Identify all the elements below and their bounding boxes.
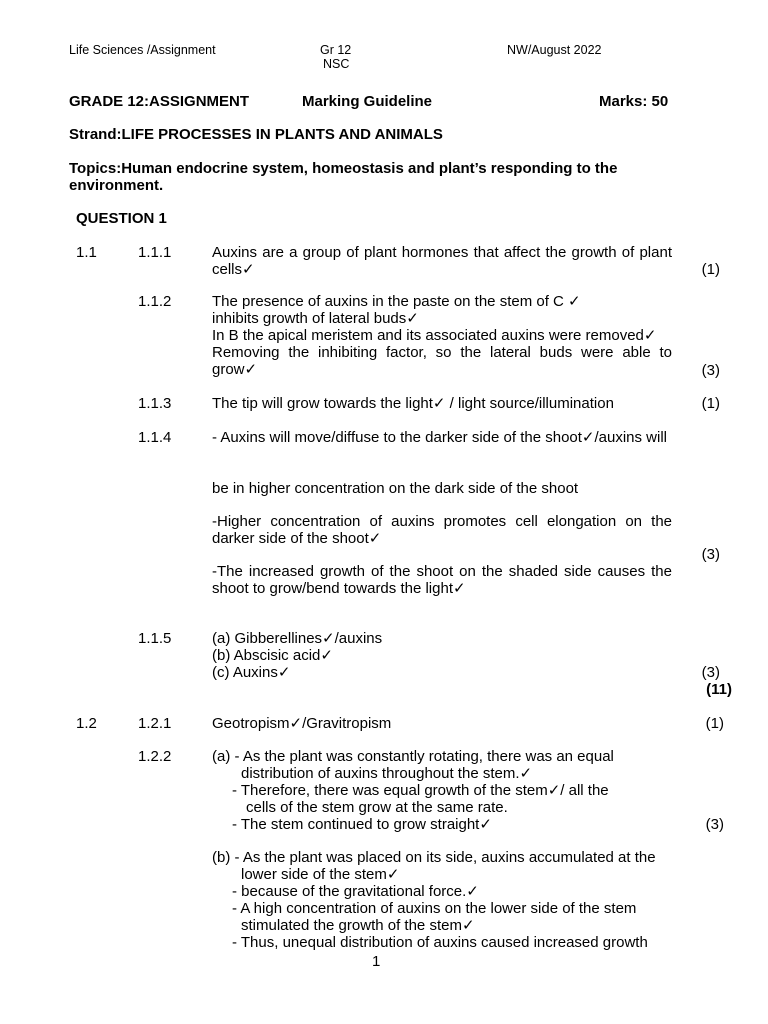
sub-question-number-1-1-5: 1.1.5 [138, 630, 172, 647]
sub-question-number-1-1-3: 1.1.3 [138, 395, 172, 412]
mark-1-1-4: (3) [701, 546, 720, 563]
page-number: 1 [372, 953, 381, 970]
total-1-1: (11) [706, 681, 732, 698]
answer-1-2-2-b [212, 849, 672, 951]
title-guideline: Marking Guideline [302, 93, 433, 110]
answer-1-1-2-line: Removing the inhibiting factor, so the lateral buds were able to grow✓ [212, 344, 672, 378]
answer-1-2-2-b-line: stimulated the growth of the stem✓ [241, 917, 475, 934]
topics-line1: Topics:Human endocrine system, homeostasis and plant’s responding to the [69, 160, 618, 177]
answer-1-1-4-point-4: -The increased growth of the shoot on the shaded side causes the shoot to grow/bend towards the light✓ [212, 563, 672, 597]
answer-1-2-1: Geotropism✓/Gravitropism [212, 715, 392, 732]
answer-1-1-4-point-1: - Auxins will move/diffuse to the darker side of the shoot✓/auxins will [212, 429, 668, 446]
sub-question-number-1-1-1: 1.1.1 [138, 244, 172, 261]
header-nsc: NSC [323, 57, 350, 71]
answer-1-1-2 [212, 293, 672, 378]
answer-1-1-2-line: The presence of auxins in the paste on the stem of C ✓ [212, 293, 581, 310]
answer-1-1-3: The tip will grow towards the light✓ / light source/illumination [212, 395, 614, 412]
strand-heading: Strand:LIFE PROCESSES IN PLANTS AND ANIMALS [69, 126, 443, 143]
answer-1-1-5 [212, 630, 672, 681]
answer-1-2-2-b-line: - A high concentration of auxins on the lower side of the stem [232, 900, 637, 917]
question-number-1-2: 1.2 [76, 715, 97, 732]
answer-1-1-4-point-3: -Higher concentration of auxins promotes cell elongation on the darker side of the shoot✓ [212, 513, 672, 547]
answer-1-2-2-a-line: distribution of auxins throughout the stem.✓ [241, 765, 533, 782]
answer-1-2-2-a-line: - The stem continued to grow straight✓ [232, 816, 492, 833]
mark-1-2-1: (1) [705, 715, 724, 732]
answer-1-2-2-b-line: - Thus, unequal distribution of auxins caused increased growth [232, 934, 648, 951]
sub-question-number-1-1-2: 1.1.2 [138, 293, 172, 310]
header-grade: Gr 12 [320, 43, 352, 57]
mark-1-2-2-a: (3) [705, 816, 724, 833]
header-date: NW/August 2022 [507, 43, 602, 57]
answer-1-2-2-b-line: lower side of the stem✓ [241, 866, 400, 883]
header-subject: Life Sciences /Assignment [69, 43, 216, 57]
answer-1-2-2-b-line: - because of the gravitational force.✓ [232, 883, 479, 900]
answer-1-1-1: Auxins are a group of plant hormones that affect the growth of plant cells✓ [212, 244, 672, 278]
question-heading: QUESTION 1 [76, 210, 167, 227]
answer-1-2-2-a-line: - Therefore, there was equal growth of the stem✓/ all the [232, 782, 609, 799]
answer-1-1-2-line: In B the apical meristem and its associated auxins were removed✓ [212, 327, 657, 344]
title-grade: GRADE 12:ASSIGNMENT [69, 93, 250, 110]
answer-1-1-2-line: inhibits growth of lateral buds✓ [212, 310, 419, 327]
answer-1-1-5-b: (b) Abscisic acid✓ [212, 647, 333, 664]
answer-1-1-5-a: (a) Gibberellines✓/auxins [212, 630, 383, 647]
mark-1-1-2: (3) [701, 362, 720, 379]
question-number-1-1: 1.1 [76, 244, 97, 261]
topics-line2: environment. [69, 177, 164, 194]
answer-1-1-5-c: (c) Auxins✓ [212, 664, 291, 681]
title-marks: Marks: 50 [599, 93, 669, 110]
answer-1-2-2-b-line: (b) - As the plant was placed on its side, auxins accumulated at the [212, 849, 656, 866]
sub-question-number-1-2-2: 1.2.2 [138, 748, 172, 765]
sub-question-number-1-1-4: 1.1.4 [138, 429, 172, 446]
answer-1-2-2-a-line: (a) - As the plant was constantly rotating, there was an equal [212, 748, 614, 765]
sub-question-number-1-2-1: 1.2.1 [138, 715, 172, 732]
mark-1-1-5: (3) [701, 664, 720, 681]
answer-1-1-4-point-2: be in higher concentration on the dark side of the shoot [212, 480, 579, 497]
mark-1-1-1: (1) [701, 261, 720, 278]
answer-1-2-2-a-line: cells of the stem grow at the same rate. [246, 799, 508, 816]
answer-1-2-2-a [212, 748, 672, 833]
mark-1-1-3: (1) [701, 395, 720, 412]
